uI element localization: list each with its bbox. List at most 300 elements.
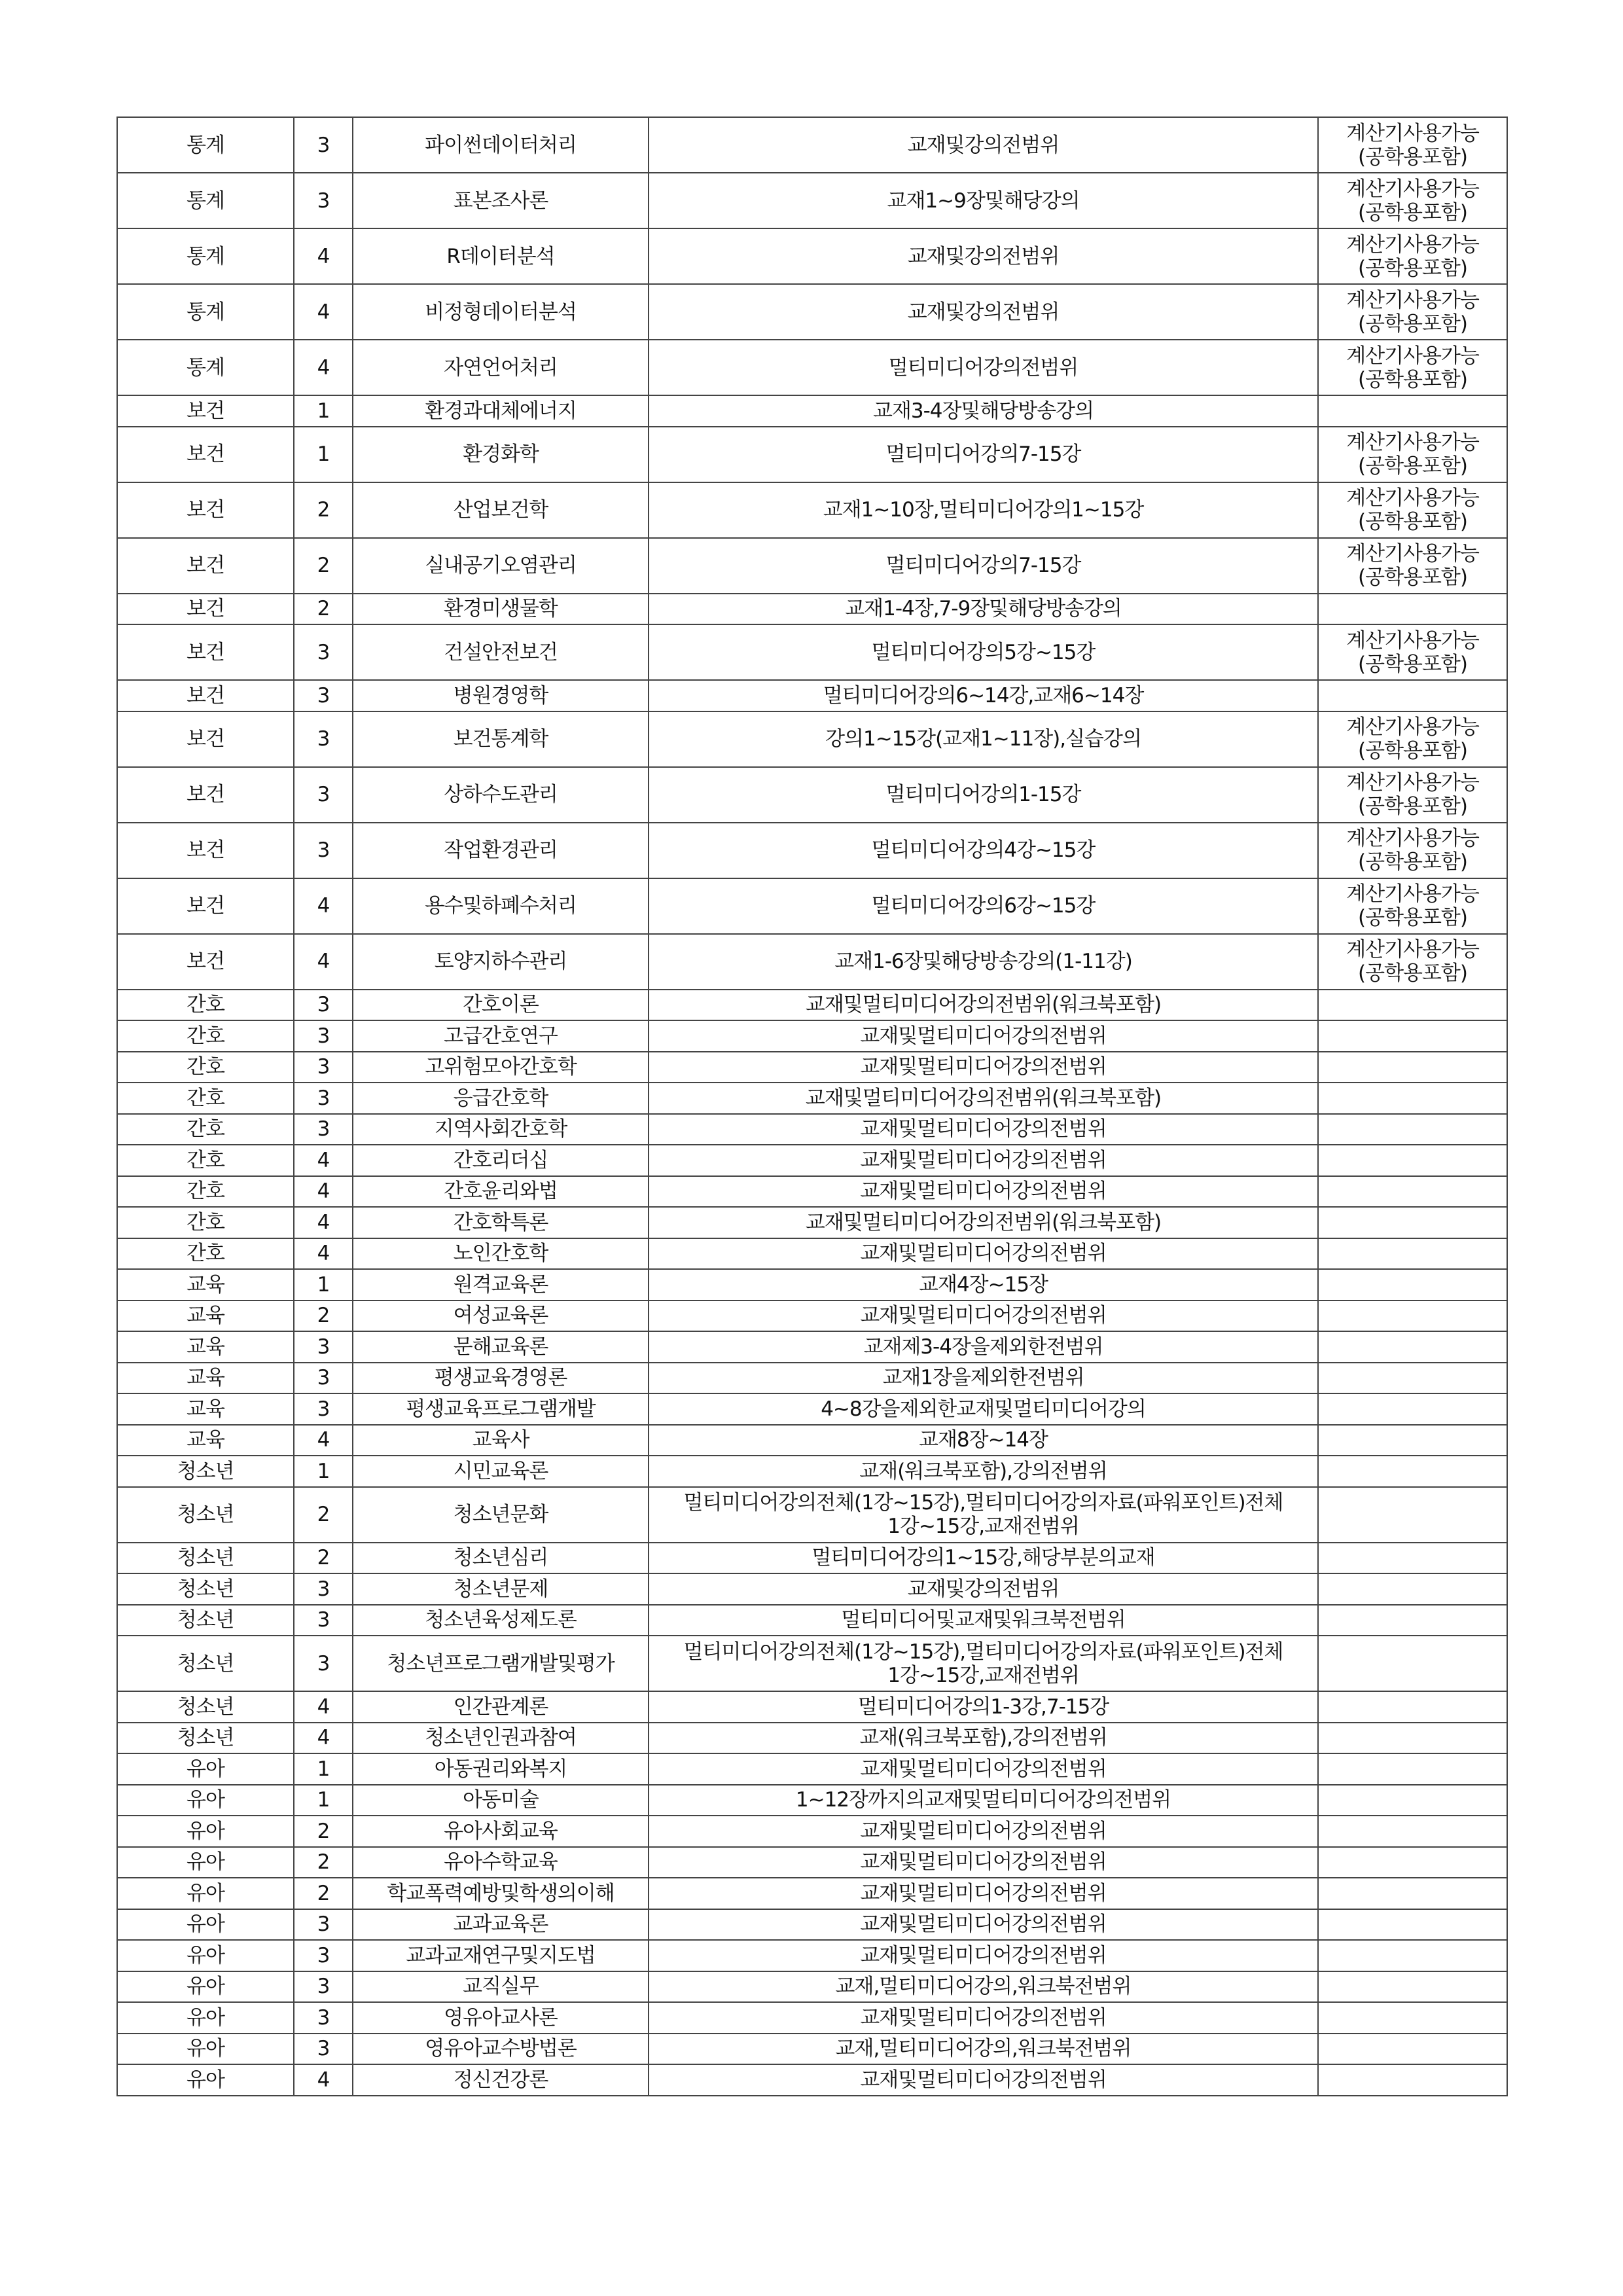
scope-text: 교재및강의전범위 (907, 244, 1060, 268)
scope-cell (649, 934, 1318, 990)
subject-cell: 청소년인권과참여 (353, 1723, 649, 1754)
scope-text: 4~8강을제외한교재및멀티미디어강의 (821, 1397, 1146, 1421)
calculator-note-line2: (공학용포함) (1358, 961, 1467, 985)
table-row (117, 1425, 1507, 1456)
grade-cell: 4 (294, 2064, 353, 2096)
table-row (117, 1020, 1507, 1052)
field-cell: 보건 (117, 711, 294, 767)
scope-cell (649, 1269, 1318, 1300)
scope-text: 교재및멀티미디어강의전범위(워크북포함) (805, 1210, 1162, 1234)
grade-cell: 4 (294, 878, 353, 934)
subject-cell: 유아사회교육 (353, 1816, 649, 1847)
subject-cell: 환경과대체에너지 (353, 395, 649, 427)
calculator-note-cell (1318, 711, 1507, 767)
table-row (117, 1052, 1507, 1083)
scope-text: 멀티미디어강의7-15강 (885, 554, 1081, 577)
scope-text: 멀티미디어강의1~15강,해당부분의교재 (812, 1546, 1155, 1570)
table-row (117, 1363, 1507, 1394)
field-cell: 유아 (117, 1816, 294, 1847)
scope-cell (649, 1083, 1318, 1114)
grade-cell: 2 (294, 538, 353, 594)
grade-cell: 3 (294, 1114, 353, 1145)
grade-cell: 4 (294, 1691, 353, 1723)
scope-text: 교재및멀티미디어강의전범위 (860, 1912, 1107, 1937)
scope-text: 교재및멀티미디어강의전범위 (860, 2005, 1107, 2030)
calculator-note-cell (1318, 1114, 1507, 1145)
field-cell: 청소년 (117, 1487, 294, 1543)
table-row (117, 878, 1507, 934)
calculator-note-line2: (공학용포함) (1358, 454, 1467, 478)
table-row (117, 1543, 1507, 1574)
calculator-note-cell (1318, 1605, 1507, 1636)
field-cell: 보건 (117, 934, 294, 990)
scope-text: 멀티미디어강의1-15강 (885, 783, 1081, 806)
calculator-note-cell (1318, 767, 1507, 823)
table-row (117, 767, 1507, 823)
calculator-note-line2: (공학용포함) (1358, 200, 1467, 224)
table-row (117, 1605, 1507, 1636)
subject-cell: 지역사회간호학 (353, 1114, 649, 1145)
subject-cell: 문해교육론 (353, 1331, 649, 1363)
calculator-note-cell (1318, 1425, 1507, 1456)
subject-cell: 영유아교사론 (353, 2002, 649, 2034)
scope-text: 교재및강의전범위 (907, 1577, 1060, 1601)
calculator-note-line2: (공학용포함) (1358, 795, 1467, 818)
table-row (117, 1176, 1507, 1208)
subject-cell: 아동미술 (353, 1785, 649, 1816)
subject-cell: 교직실무 (353, 1971, 649, 2003)
subject-cell: 자연언어처리 (353, 340, 649, 395)
field-cell: 유아 (117, 1753, 294, 1785)
calculator-note-cell (1318, 2002, 1507, 2034)
calculator-note-cell (1318, 427, 1507, 482)
subject-cell: 노인간호학 (353, 1238, 649, 1270)
scope-text: 교재및강의전범위 (907, 133, 1060, 157)
calculator-note-line1: 계산기사용가능 (1346, 827, 1479, 850)
grade-cell: 1 (294, 1269, 353, 1300)
grade-cell: 3 (294, 2002, 353, 2034)
table-row (117, 680, 1507, 711)
scope-cell (649, 1145, 1318, 1176)
grade-cell: 2 (294, 1300, 353, 1332)
scope-text: 교재및멀티미디어강의전범위 (860, 1850, 1107, 1874)
table-row (117, 1145, 1507, 1176)
scope-text: 멀티미디어강의1-3강,7-15강 (857, 1695, 1109, 1719)
grade-cell: 4 (294, 1425, 353, 1456)
table-row (117, 1300, 1507, 1332)
calculator-note-cell (1318, 1878, 1507, 1909)
field-cell: 교육 (117, 1269, 294, 1300)
table-row (117, 1878, 1507, 1909)
scope-text: 교재및멀티미디어강의전범위 (860, 1148, 1107, 1172)
subject-cell: 학교폭력예방및학생의이해 (353, 1878, 649, 1909)
subject-cell: 실내공기오염관리 (353, 538, 649, 594)
table-row (117, 1487, 1507, 1543)
scope-text: 교재,멀티미디어강의,워크북전범위 (835, 2037, 1132, 2061)
table-row (117, 624, 1507, 680)
table-row (117, 1971, 1507, 2003)
scope-cell (649, 680, 1318, 711)
table-row (117, 284, 1507, 340)
table-row (117, 594, 1507, 625)
field-cell: 교육 (117, 1300, 294, 1332)
field-cell: 유아 (117, 1878, 294, 1909)
calculator-note-cell (1318, 1847, 1507, 1878)
field-cell: 유아 (117, 1847, 294, 1878)
field-cell: 청소년 (117, 1605, 294, 1636)
field-cell: 간호 (117, 1145, 294, 1176)
field-cell: 보건 (117, 878, 294, 934)
grade-cell: 2 (294, 1487, 353, 1543)
scope-cell (649, 173, 1318, 228)
scope-cell (649, 1878, 1318, 1909)
calculator-note-cell (1318, 680, 1507, 711)
calculator-note-line1: 계산기사용가능 (1346, 121, 1479, 145)
grade-cell: 3 (294, 117, 353, 173)
scope-cell (649, 340, 1318, 395)
subject-cell: 보건통계학 (353, 711, 649, 767)
table-row (117, 1573, 1507, 1605)
scope-cell (649, 1238, 1318, 1270)
subject-cell: 건설안전보건 (353, 624, 649, 680)
scope-text: 교재3-4장및해당방송강의 (872, 399, 1094, 423)
field-cell: 보건 (117, 680, 294, 711)
calculator-note-cell (1318, 1785, 1507, 1816)
calculator-note-cell (1318, 1238, 1507, 1270)
table-row (117, 228, 1507, 284)
subject-cell: 환경화학 (353, 427, 649, 482)
subject-cell: 청소년심리 (353, 1543, 649, 1574)
field-cell: 간호 (117, 1238, 294, 1270)
subject-cell: 간호학특론 (353, 1207, 649, 1238)
calculator-note-cell (1318, 1487, 1507, 1543)
scope-cell (649, 594, 1318, 625)
field-cell: 유아 (117, 1785, 294, 1816)
scope-text: 교재1장을제외한전범위 (882, 1366, 1084, 1390)
calculator-note-cell (1318, 990, 1507, 1021)
subject-cell: 응급간호학 (353, 1083, 649, 1114)
table-row (117, 1785, 1507, 1816)
field-cell: 통계 (117, 340, 294, 395)
grade-cell: 4 (294, 1723, 353, 1754)
grade-cell: 1 (294, 1753, 353, 1785)
grade-cell: 3 (294, 1971, 353, 2003)
calculator-note-cell (1318, 1145, 1507, 1176)
scope-cell (649, 1114, 1318, 1145)
scope-text: 멀티미디어강의7-15강 (885, 442, 1081, 466)
table-row (117, 1691, 1507, 1723)
calculator-note-line1: 계산기사용가능 (1346, 771, 1479, 795)
field-cell: 보건 (117, 624, 294, 680)
grade-cell: 4 (294, 284, 353, 340)
scope-text: 교재및멀티미디어강의전범위 (860, 1304, 1107, 1328)
scope-text: 교재(워크북포함),강의전범위 (859, 1726, 1107, 1750)
calculator-note-line2: (공학용포함) (1358, 256, 1467, 280)
grade-cell: 4 (294, 1176, 353, 1208)
table-row (117, 1207, 1507, 1238)
scope-text: 교재8장~14장 (919, 1428, 1048, 1452)
grade-cell: 1 (294, 395, 353, 427)
field-cell: 보건 (117, 823, 294, 878)
subject-cell: 간호이론 (353, 990, 649, 1021)
calculator-note-line1: 계산기사용가능 (1346, 938, 1479, 961)
exam-scope-table (116, 117, 1508, 2096)
subject-cell: 청소년프로그램개발및평가 (353, 1636, 649, 1691)
scope-text: 교재및강의전범위 (907, 300, 1060, 324)
scope-cell (649, 1020, 1318, 1052)
calculator-note-cell (1318, 2064, 1507, 2096)
field-cell: 통계 (117, 284, 294, 340)
subject-cell: 상하수도관리 (353, 767, 649, 823)
scope-text: 교재1~10장,멀티미디어강의1~15강 (823, 498, 1144, 522)
calculator-note-line1: 계산기사용가능 (1346, 177, 1479, 201)
field-cell: 간호 (117, 1176, 294, 1208)
scope-cell (649, 1909, 1318, 1941)
grade-cell: 2 (294, 1878, 353, 1909)
table-row (117, 173, 1507, 228)
calculator-note-line1: 계산기사용가능 (1346, 288, 1479, 312)
scope-text: 1~12장까지의교재및멀티미디어강의전범위 (795, 1788, 1171, 1812)
subject-cell: 간호윤리와법 (353, 1176, 649, 1208)
table-row (117, 2064, 1507, 2096)
field-cell: 보건 (117, 538, 294, 594)
subject-cell: 교과교육론 (353, 1909, 649, 1941)
calculator-note-line1: 계산기사용가능 (1346, 882, 1479, 906)
scope-text: 교재제3-4장을제외한전범위 (863, 1335, 1103, 1359)
table-row (117, 1816, 1507, 1847)
calculator-note-cell (1318, 1020, 1507, 1052)
calculator-note-cell (1318, 1456, 1507, 1487)
subject-cell: 산업보건학 (353, 482, 649, 538)
grade-cell: 4 (294, 228, 353, 284)
field-cell: 간호 (117, 1207, 294, 1238)
grade-cell: 2 (294, 1543, 353, 1574)
scope-cell (649, 284, 1318, 340)
field-cell: 교육 (117, 1331, 294, 1363)
grade-cell: 3 (294, 624, 353, 680)
grade-cell: 3 (294, 1393, 353, 1425)
scope-cell (649, 1363, 1318, 1394)
calculator-note-line1: 계산기사용가능 (1346, 715, 1479, 739)
calculator-note-cell (1318, 878, 1507, 934)
field-cell: 유아 (117, 2002, 294, 2034)
grade-cell: 3 (294, 680, 353, 711)
scope-cell (649, 2034, 1318, 2065)
subject-cell: 아동권리와복지 (353, 1753, 649, 1785)
exam-scope-sheet (116, 117, 1507, 2096)
scope-text: 교재및멀티미디어강의전범위 (860, 1242, 1107, 1266)
calculator-note-cell (1318, 1207, 1507, 1238)
subject-cell: 고급간호연구 (353, 1020, 649, 1052)
subject-cell: 청소년문제 (353, 1573, 649, 1605)
calculator-note-cell (1318, 228, 1507, 284)
table-row (117, 1909, 1507, 1941)
subject-cell: 교육사 (353, 1425, 649, 1456)
calculator-note-cell (1318, 1393, 1507, 1425)
scope-cell (649, 1331, 1318, 1363)
scope-text-line2: 1강~15강,교재전범위 (887, 1663, 1079, 1687)
scope-cell (649, 228, 1318, 284)
scope-cell (649, 823, 1318, 878)
calculator-note-cell (1318, 284, 1507, 340)
grade-cell: 1 (294, 1456, 353, 1487)
scope-cell (649, 1723, 1318, 1754)
field-cell: 통계 (117, 117, 294, 173)
subject-cell: 토양지하수관리 (353, 934, 649, 990)
subject-cell: 청소년육성제도론 (353, 1605, 649, 1636)
subject-cell: 표본조사론 (353, 173, 649, 228)
subject-cell: 시민교육론 (353, 1456, 649, 1487)
field-cell: 보건 (117, 427, 294, 482)
scope-cell (649, 1636, 1318, 1691)
table-row (117, 117, 1507, 173)
grade-cell: 3 (294, 767, 353, 823)
calculator-note-cell (1318, 1543, 1507, 1574)
scope-cell (649, 1605, 1318, 1636)
scope-text: 교재및멀티미디어강의전범위 (860, 1881, 1107, 1905)
grade-cell: 3 (294, 1909, 353, 1941)
calculator-note-cell (1318, 2034, 1507, 2065)
table-row (117, 1847, 1507, 1878)
scope-text: 교재및멀티미디어강의전범위 (860, 2068, 1107, 2092)
table-row (117, 2034, 1507, 2065)
calculator-note-line2: (공학용포함) (1358, 367, 1467, 391)
field-cell: 통계 (117, 228, 294, 284)
grade-cell: 3 (294, 1331, 353, 1363)
calculator-note-cell (1318, 624, 1507, 680)
table-body (117, 117, 1507, 2096)
field-cell: 교육 (117, 1363, 294, 1394)
table-row (117, 934, 1507, 990)
field-cell: 교육 (117, 1393, 294, 1425)
field-cell: 유아 (117, 1909, 294, 1941)
scope-text: 멀티미디어강의6~14강,교재6~14장 (823, 683, 1144, 708)
scope-cell (649, 395, 1318, 427)
field-cell: 간호 (117, 990, 294, 1021)
subject-cell: 환경미생물학 (353, 594, 649, 625)
scope-text: 교재,멀티미디어강의,워크북전범위 (835, 1975, 1132, 1999)
field-cell: 간호 (117, 1083, 294, 1114)
field-cell: 청소년 (117, 1691, 294, 1723)
grade-cell: 3 (294, 1052, 353, 1083)
table-row (117, 482, 1507, 538)
subject-cell: 평생교육경영론 (353, 1363, 649, 1394)
scope-cell (649, 427, 1318, 482)
scope-cell (649, 1753, 1318, 1785)
scope-cell (649, 1425, 1318, 1456)
calculator-note-line2: (공학용포함) (1358, 739, 1467, 762)
calculator-note-cell (1318, 1083, 1507, 1114)
field-cell: 청소년 (117, 1573, 294, 1605)
scope-text: 교재및멀티미디어강의전범위 (860, 1055, 1107, 1079)
table-row (117, 1269, 1507, 1300)
grade-cell: 4 (294, 1207, 353, 1238)
subject-cell: 정신건강론 (353, 2064, 649, 2096)
subject-cell: 여성교육론 (353, 1300, 649, 1332)
grade-cell: 2 (294, 482, 353, 538)
scope-text: 멀티미디어강의전범위 (888, 355, 1079, 380)
table-row (117, 2002, 1507, 2034)
calculator-note-cell (1318, 117, 1507, 173)
calculator-note-cell (1318, 1816, 1507, 1847)
table-row (117, 1331, 1507, 1363)
field-cell: 통계 (117, 173, 294, 228)
calculator-note-cell (1318, 1691, 1507, 1723)
field-cell: 청소년 (117, 1636, 294, 1691)
scope-cell (649, 1176, 1318, 1208)
calculator-note-cell (1318, 1176, 1507, 1208)
table-row (117, 1114, 1507, 1145)
table-row (117, 1723, 1507, 1754)
calculator-note-cell (1318, 395, 1507, 427)
calculator-note-cell (1318, 482, 1507, 538)
scope-text: 교재및멀티미디어강의전범위 (860, 1179, 1107, 1204)
subject-cell: 청소년문화 (353, 1487, 649, 1543)
calculator-note-line2: (공학용포함) (1358, 850, 1467, 874)
table-row (117, 990, 1507, 1021)
field-cell: 유아 (117, 2064, 294, 2096)
grade-cell: 4 (294, 934, 353, 990)
scope-text: 교재및멀티미디어강의전범위 (860, 1117, 1107, 1141)
subject-cell: 영유아교수방법론 (353, 2034, 649, 2065)
scope-cell (649, 117, 1318, 173)
calculator-note-cell (1318, 538, 1507, 594)
grade-cell: 2 (294, 1847, 353, 1878)
grade-cell: 3 (294, 1363, 353, 1394)
scope-cell (649, 482, 1318, 538)
scope-text: 교재4장~15장 (919, 1272, 1048, 1297)
calculator-note-cell (1318, 1753, 1507, 1785)
scope-text: 교재및멀티미디어강의전범위 (860, 1943, 1107, 1967)
scope-cell (649, 2002, 1318, 2034)
calculator-note-cell (1318, 1052, 1507, 1083)
table-row (117, 711, 1507, 767)
subject-cell: R데이터분석 (353, 228, 649, 284)
table-row (117, 823, 1507, 878)
scope-cell (649, 1207, 1318, 1238)
calculator-note-line1: 계산기사용가능 (1346, 542, 1479, 565)
subject-cell: 병원경영학 (353, 680, 649, 711)
calculator-note-cell (1318, 823, 1507, 878)
field-cell: 보건 (117, 482, 294, 538)
scope-cell (649, 624, 1318, 680)
field-cell: 유아 (117, 2034, 294, 2065)
scope-text: 교재및멀티미디어강의전범위 (860, 1024, 1107, 1048)
calculator-note-cell (1318, 934, 1507, 990)
calculator-note-line1: 계산기사용가능 (1346, 344, 1479, 368)
field-cell: 청소년 (117, 1543, 294, 1574)
scope-cell (649, 990, 1318, 1021)
scope-text: 교재1-6장및해당방송강의(1-11강) (834, 950, 1132, 973)
calculator-note-cell (1318, 1300, 1507, 1332)
scope-cell (649, 1816, 1318, 1847)
scope-cell (649, 767, 1318, 823)
scope-text: 멀티미디어강의4강~15강 (871, 838, 1096, 862)
subject-cell: 간호리더십 (353, 1145, 649, 1176)
scope-cell (649, 1847, 1318, 1878)
scope-text: 교재및멀티미디어강의전범위(워크북포함) (805, 993, 1162, 1017)
grade-cell: 3 (294, 1083, 353, 1114)
calculator-note-cell (1318, 1636, 1507, 1691)
grade-cell: 3 (294, 823, 353, 878)
grade-cell: 1 (294, 1785, 353, 1816)
calculator-note-line2: (공학용포함) (1358, 510, 1467, 533)
subject-cell: 교과교재연구및지도법 (353, 1940, 649, 1971)
scope-cell (649, 1971, 1318, 2003)
grade-cell: 4 (294, 1238, 353, 1270)
field-cell: 간호 (117, 1114, 294, 1145)
calculator-note-cell (1318, 173, 1507, 228)
